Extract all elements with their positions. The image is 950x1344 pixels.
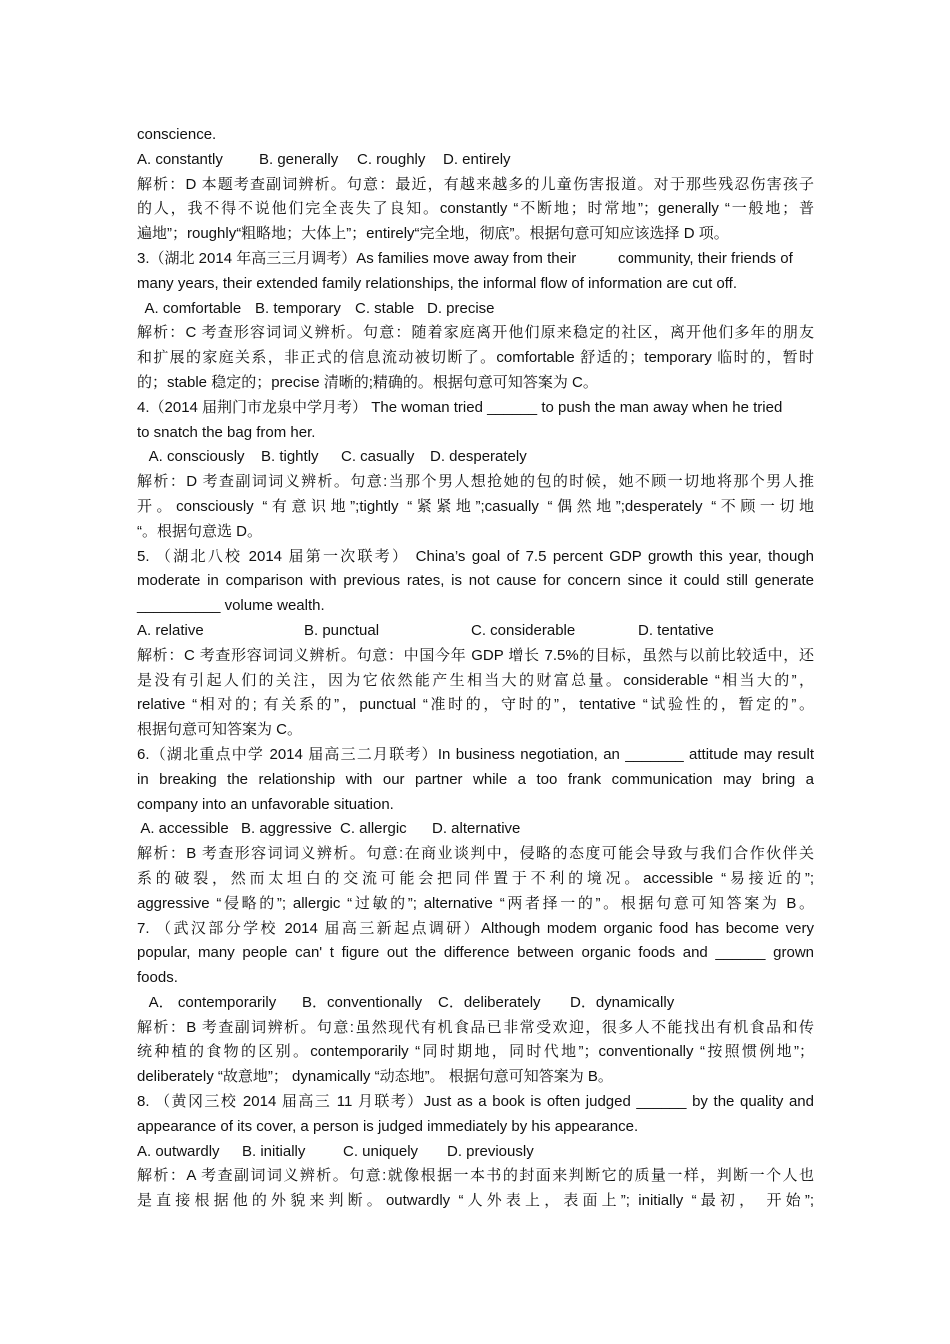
q5-option-b: B. punctual: [304, 621, 380, 639]
q2-options: [137, 148, 814, 173]
q5-analysis-line: relative “相对的; 有关系的”，punctual “准时的，守时的”，tentative “试验性的，暂定的”。: [137, 696, 814, 714]
q4-analysis-line: “。根据句意选 D。: [137, 522, 262, 540]
q6-analysis-line: aggressive “侵略的”; allergic “过敏的”; alternative “两者择一的”。根据句意可知答案为 B。: [137, 894, 814, 912]
q6-stem-line: company into an unfavorable situation.: [137, 795, 394, 813]
q6-option-d: D. alternative: [432, 820, 521, 838]
q7-analysis-line: 统种植的食物的区别。contemporarily “同时期地，同时代地”；conventionally “按照惯例地”；: [137, 1043, 814, 1061]
q4-options: [137, 445, 814, 470]
q7-stem-line: popular, many people can' t figure out the difference between organic foods and ______ grown: [137, 944, 814, 962]
q7-stem-line: foods.: [137, 969, 178, 987]
q8-options: [137, 1140, 814, 1165]
q2-analysis-line: 解析：D 本题考查副词辨析。句意：最近，有越来越多的儿童伤害报道。对于那些残忍伤害孩子: [137, 175, 814, 193]
q4-option-b: B. tightly: [261, 448, 319, 466]
q7-option-a: A． contemporarily: [137, 993, 277, 1011]
q5-stem-line: moderate in comparison with previous rates, is not cause for concern since it could still generate: [137, 572, 814, 590]
q6-stem-line: in breaking the relationship with our partner while a too frank communication may bring a: [137, 770, 814, 788]
q6-option-c: C. allergic: [340, 820, 407, 838]
q2-option-b: B. generally: [259, 150, 339, 168]
q4-analysis-line: 解析：D 考查副词词义辨析。句意:当那个男人想抢她的包的时候，她不顾一切地将那个男人推: [137, 473, 814, 491]
q3-analysis-line: 解析：C 考查形容词词义辨析。句意：随着家庭离开他们原来稳定的社区，离开他们多年的朋友: [137, 324, 814, 342]
q2-stem-tail: conscience.: [137, 126, 217, 143]
q3-analysis-line: 的；stable 稳定的；precise 清晰的;精确的。根据句意可知答案为 C。: [137, 373, 598, 391]
q6-stem-line: 6.（湖北重点中学 2014 届高三二月联考）In business negotiation, an _______ attitude may result: [137, 745, 814, 763]
q3-stem-line: many years, their extended family relationships, the informal flow of information are cut off.: [137, 274, 738, 292]
q4-option-c: C. casually: [341, 448, 415, 466]
q8-stem-line: appearance of its cover, a person is judged immediately by his appearance.: [137, 1117, 639, 1135]
q5-analysis-line: 根据句意可知答案为 C。: [137, 721, 303, 739]
q5-option-d: D. tentative: [638, 621, 714, 639]
q8-option-d: D. previously: [447, 1142, 534, 1160]
q5-option-a: A. relative: [137, 621, 204, 639]
q2-analysis-line: 遍地”；roughly“粗略地；大体上”；entirely“完全地，彻底”。根据句意可知应该选择 D 项。: [137, 225, 729, 243]
q8-option-a: A. outwardly: [137, 1142, 220, 1160]
q4-option-a: A. consciously: [137, 448, 245, 466]
q8-analysis-line: 解析：A 考查副词词义辨析。句意:就像根据一本书的封面来判断它的质量一样，判断一个人也: [137, 1167, 814, 1185]
q2-analysis-line: 的人，我不得不说他们完全丧失了良知。constantly “不断地；时常地”；generally “一般地；普: [137, 200, 814, 218]
q7-analysis-line: 解析：B 考查副词辨析。句意:虽然现代有机食品已非常受欢迎，很多人不能找出有机食品和传: [137, 1018, 814, 1036]
document-body: [137, 123, 814, 1214]
q3-stem-line: 3.（湖北 2014 年高三三月调考）As families move away from their community, their friends of: [137, 249, 793, 267]
q5-options: [137, 619, 814, 644]
q7-options: [137, 991, 814, 1016]
q5-stem-line: __________ volume wealth.: [137, 597, 325, 615]
q6-option-b: B. aggressive: [241, 820, 332, 838]
q2-option-c: C. roughly: [357, 150, 426, 168]
q4-stem-line: to snatch the bag from her.: [137, 423, 316, 441]
q5-stem-line: 5. （湖北八校 2014 届第一次联考） China’s goal of 7.5 percent GDP growth this year, though: [137, 547, 814, 565]
q7-option-d: D．dynamically: [570, 993, 675, 1011]
q8-analysis-line: 是直接根据他的外貌来判断。outwardly “人外表上，表面上”; initially “最初， 开始”;: [137, 1192, 814, 1210]
q8-option-c: C. uniquely: [343, 1142, 419, 1160]
q6-analysis-line: 系的破裂，然而太坦白的交流可能会把同伴置于不利的境况。accessible “易接近的”;: [137, 869, 814, 887]
q5-analysis-line: 是没有引起人们的关注，因为它依然能产生相当大的财富总量。considerable “相当大的”，: [137, 671, 814, 689]
q5-option-c: C. considerable: [471, 621, 576, 639]
q3-option-a: A. comfortable: [137, 299, 242, 317]
q8-stem-line: 8. （黄冈三校 2014 届高三 11 月联考）Just as a book is often judged ______ by the quality and: [137, 1093, 814, 1111]
q3-option-d: D. precise: [427, 299, 495, 317]
q3-option-b: B. temporary: [255, 299, 341, 317]
q6-analysis-line: 解析：B 考查形容词词义辨析。句意:在商业谈判中，侵略的态度可能会导致与我们合作伙伴关: [137, 845, 814, 863]
q6-options: [137, 817, 814, 842]
q7-analysis-line: deliberately “故意地”； dynamically “动态地”。 根据句意可知答案为 B。: [137, 1068, 613, 1086]
q4-option-d: D. desperately: [430, 448, 527, 466]
q7-option-c: C．deliberately: [438, 993, 541, 1011]
q2-option-d: D. entirely: [443, 150, 511, 168]
q5-analysis-line: 解析：C 考查形容词词义辨析。句意：中国今年 GDP 增长 7.5%的目标，虽然与以前比较适中，还: [137, 646, 814, 664]
q7-option-b: B．conventionally: [302, 993, 423, 1011]
q8-option-b: B. initially: [242, 1142, 306, 1160]
q3-options: [137, 297, 814, 322]
q3-option-c: C. stable: [355, 299, 415, 317]
q6-option-a: A. accessible: [137, 820, 229, 838]
q4-stem-line: 4.（2014 届荆门市龙泉中学月考） The woman tried ______ to push the man away when he tried: [137, 398, 783, 416]
q4-analysis-line: 开。consciously “有意识地”;tightly “紧紧地”;casually “偶然地”;desperately “不顾一切地: [137, 497, 814, 515]
q7-stem-line: 7. （武汉部分学校 2014 届高三新起点调研）Although modem organic food has become very: [137, 919, 814, 937]
q2-option-a: A. constantly: [137, 150, 223, 168]
q3-analysis-line: 和扩展的家庭关系，非正式的信息流动被切断了。comfortable 舒适的；temporary 临时的，暂时: [137, 349, 814, 367]
